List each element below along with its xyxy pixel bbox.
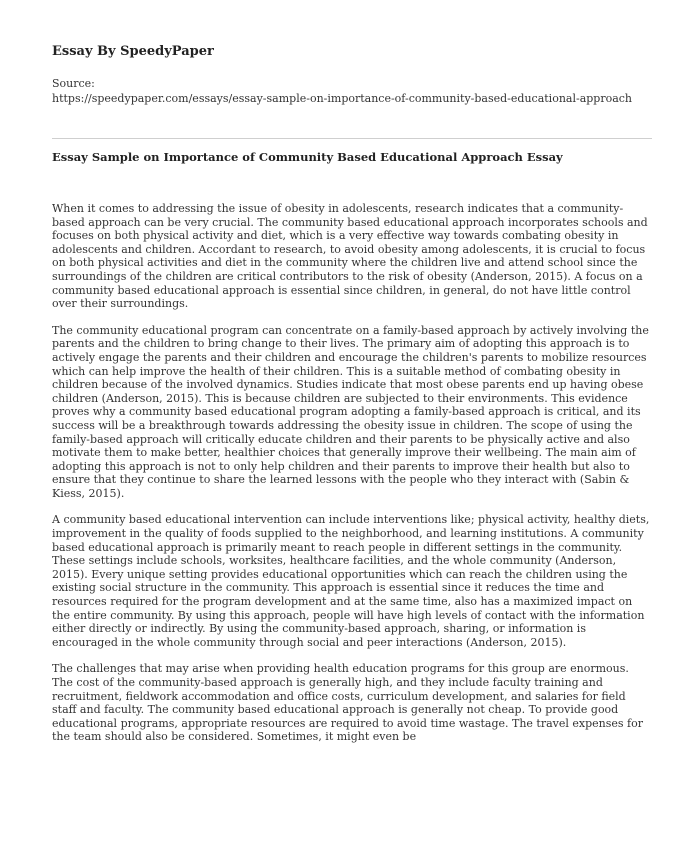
divider — [52, 138, 652, 139]
essay-body — [52, 202, 652, 757]
source-block — [52, 76, 652, 106]
essay-paragraph: The challenges that may arise when providing health education programs for this group are enormous. The cost of the community-based approach is generally high, and they include faculty training and recruitment, fieldwork accommodation and office costs, curriculum development, and salaries for field staff and faculty. The community based educational approach is generally not cheap. To provide good educational programs, appropriate resources are required to avoid time wastage. The travel expenses for the team should also be considered. Sometimes, it might even be — [52, 662, 643, 744]
source-label: Source: — [52, 77, 95, 90]
document-title: Essay By SpeedyPaper — [52, 44, 214, 59]
essay-paragraph: The community educational program can concentrate on a family-based approach by actively involving the parents and the children to bring change to their lives. The primary aim of adopting this approach is to actively engage the parents and their children and encourage the children's parents to mobilize resources which can help improve the health of their children. This is a suitable method of combating obesity in children because of the involved dynamics. Studies indicate that most obese parents end up having obese children (Anderson, 2015). This is because children are subjected to their environments. This evidence proves why a community based educational program adopting a family-based approach is critical, and its success will be a breakthrough towards addressing the obesity issue in children. The scope of using the family-based approach will critically educate children and their parents to be physically active and also motivate them to make better, healthier choices that generally improve their wellbeing. The main aim of adopting this approach is not to only help children and their parents to improve their health but also to ensure that they continue to share the learned lessons with the people who they interact with (Sabin & Kiess, 2015). — [52, 323, 649, 500]
essay-title: Essay Sample on Importance of Community Based Educational Approach Essay — [52, 150, 563, 164]
essay-paragraph: A community based educational intervention can include interventions like; physical activity, healthy diets, improvement in the quality of foods supplied to the neighborhood, and learning institutions. A community based educational approach is primarily meant to reach people in different settings in the community. These settings include schools, worksites, healthcare facilities, and the whole community (Anderson, 2015). Every unique setting provides educational opportunities which can reach the children using the existing social structure in the community. This approach is essential since it reduces the time and resources required for the program development and at the same time, also has a maximized impact on the entire community. By using this approach, people will have high levels of contact with the information either directly or indirectly. By using the community-based approach, sharing, or information is encouraged in the whole community through social and peer interactions (Anderson, 2015). — [52, 513, 650, 649]
essay-paragraph: When it comes to addressing the issue of obesity in adolescents, research indicates that a community-based approach can be very crucial. The community based educational approach incorporates schools and focuses on both physical activity and diet, which is a very effective way towards combating obesity in adolescents and children. Accordant to research, to avoid obesity among adolescents, it is crucial to focus on both physical activities and diet in the community where the children live and attend school since the surroundings of the children are critical contributors to the risk of obesity (Anderson, 2015). A focus on a community based educational approach is essential since children, in general, do not have little control over their surroundings. — [52, 202, 648, 311]
source-url-link[interactable]: https://speedypaper.com/essays/essay-sample-on-importance-of-community-based-educational-approach — [52, 92, 633, 105]
